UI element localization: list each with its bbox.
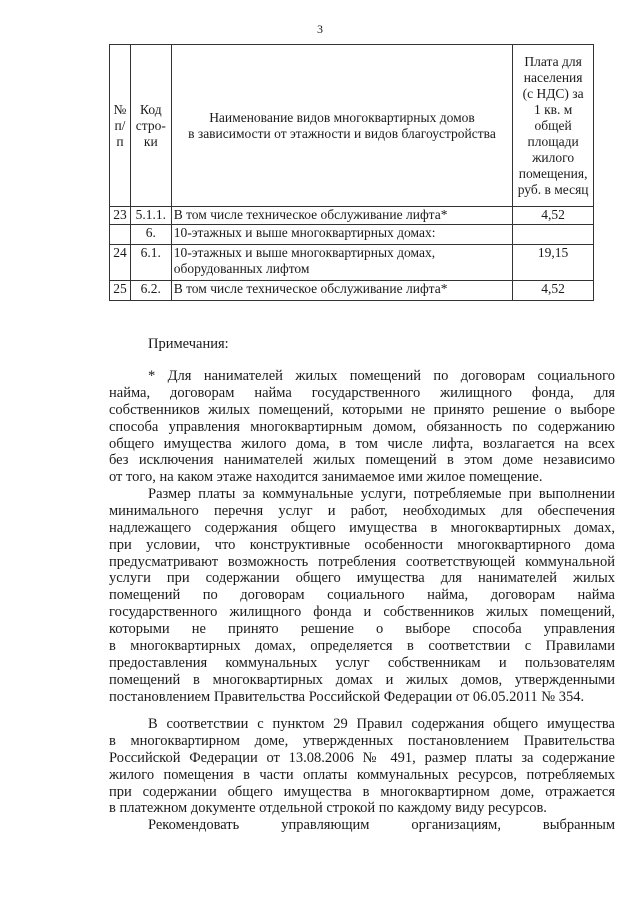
header-num-line: п/п bbox=[114, 117, 126, 149]
paragraph-line: услуги при содержании общего имущества для нанимателей жилых bbox=[109, 570, 615, 587]
tariff-table bbox=[109, 44, 594, 301]
header-num bbox=[110, 45, 131, 207]
row-name-line: 10-этажных и выше многоквартирных домах: bbox=[173, 225, 436, 240]
body-paragraph bbox=[109, 817, 615, 834]
paragraph-line: надлежащего содержания общего имущества в многоквартирных домах, bbox=[109, 519, 615, 536]
paragraph-line: предусматривают возможность потребления соответствующей коммунальной bbox=[109, 553, 615, 570]
paragraph-line: Размер платы за коммунальные услуги, потребляемые при выполнении bbox=[148, 486, 615, 502]
header-name-line: в зависимости от этажности и видов благоустройства bbox=[188, 125, 496, 141]
paragraph-line: Рекомендовать управляющим организациям, выбранным bbox=[148, 817, 615, 833]
header-price-line: руб. в месяц bbox=[517, 181, 589, 197]
paragraph-line: в платежном документе отдельной строкой по каждому виду ресурсов. bbox=[109, 800, 547, 817]
table-row bbox=[110, 207, 594, 225]
row-price: 4,52 bbox=[513, 281, 594, 301]
header-code-line: стро- bbox=[135, 117, 166, 133]
row-code: 6.1. bbox=[130, 245, 171, 281]
header-price-line: 1 кв. м общей bbox=[533, 101, 573, 133]
paragraph-line: государственного жилищного фонда и собственников жилых помещений, bbox=[109, 604, 615, 621]
paragraph-line: без исключения нанимателей жилых помещений в этом доме независимо bbox=[109, 452, 615, 469]
row-price: 19,15 bbox=[513, 245, 594, 281]
page-number: 3 bbox=[317, 22, 323, 36]
row-code: 5.1.1. bbox=[130, 207, 171, 225]
paragraph-line: В соответствии с пунктом 29 Правил содержания общего имущества bbox=[148, 716, 615, 732]
header-code-line: ки bbox=[143, 133, 158, 149]
paragraph-line: способа управления многоквартирным домом, обязанность по содержанию bbox=[109, 418, 615, 435]
body-paragraph bbox=[109, 716, 615, 817]
paragraph-line: общего имущества жилого дома, в том числе лифта, возлагается на всех bbox=[109, 435, 615, 452]
paragraph-line: от того, на каком этаже находится занимаемое ими жилое помещение. bbox=[109, 469, 543, 486]
paragraph-line: помещений в многоквартирных домах и жилых домов, утвержденными bbox=[109, 671, 615, 688]
paragraph-line: жилого помещения в части оплаты коммунальных ресурсов, потребляемых bbox=[109, 766, 615, 783]
row-num: 25 bbox=[110, 281, 131, 301]
row-name bbox=[171, 207, 513, 225]
paragraph-line: при условии, что конструктивные особенности многоквартирного дома bbox=[109, 536, 615, 553]
row-name-line: В том числе техническое обслуживание лифта* bbox=[173, 281, 448, 296]
row-code: 6. bbox=[130, 225, 171, 245]
row-name bbox=[171, 281, 513, 301]
header-price-line: (с НДС) за bbox=[522, 85, 584, 101]
header-price-line: населения bbox=[523, 69, 583, 85]
row-name-line: оборудованных лифтом bbox=[173, 261, 310, 276]
table-row bbox=[110, 245, 594, 281]
notes-title: Примечания: bbox=[148, 336, 229, 352]
paragraph-line: в многоквартирном доме, утвержденных постановлением Правительства bbox=[109, 732, 615, 749]
header-price-line: помещения, bbox=[518, 165, 588, 181]
row-price bbox=[513, 225, 594, 245]
header-num-line: № bbox=[113, 101, 127, 117]
paragraph-line: найма, договорам найма государственного жилищного фонда, для bbox=[109, 384, 615, 401]
header-code bbox=[130, 45, 171, 207]
paragraph-line: которыми не принято решение о выборе способа управления bbox=[109, 621, 615, 638]
header-price bbox=[513, 45, 594, 207]
table-row bbox=[110, 281, 594, 301]
row-code: 6.2. bbox=[130, 281, 171, 301]
header-price-line: жилого bbox=[532, 149, 575, 165]
row-num: 24 bbox=[110, 245, 131, 281]
paragraph-line: собственников жилых помещений, которыми не принято решение о выборе bbox=[109, 401, 615, 418]
row-name bbox=[171, 225, 513, 245]
body-paragraph bbox=[109, 486, 615, 706]
header-code-line: Код bbox=[140, 101, 162, 117]
row-name-line: 10-этажных и выше многоквартирных домах, bbox=[173, 245, 436, 260]
paragraph-line: * Для нанимателей жилых помещений по договорам социального bbox=[148, 368, 615, 384]
paragraph-line: помещений по договорам социального найма, договорам найма bbox=[109, 587, 615, 604]
table-row bbox=[110, 225, 594, 245]
row-name-line: В том числе техническое обслуживание лифта* bbox=[173, 207, 448, 222]
header-price-line: площади bbox=[527, 133, 579, 149]
paragraph-line: в многоквартирных домах, определяется в соответствии с Правилами bbox=[109, 638, 615, 655]
paragraph-line: при содержании общего имущества в многоквартирном доме, отражается bbox=[109, 783, 615, 800]
header-name bbox=[171, 45, 513, 207]
paragraph-line: постановлением Правительства Российской Федерации от 06.05.2011 № 354. bbox=[109, 688, 585, 705]
header-price-line: Плата для bbox=[524, 53, 582, 69]
table-header-row bbox=[110, 45, 594, 207]
row-name bbox=[171, 245, 513, 281]
row-num bbox=[110, 225, 131, 245]
paragraph-line: Российской Федерации от 13.08.2006 № 491, размер платы за содержание bbox=[109, 749, 615, 766]
row-num: 23 bbox=[110, 207, 131, 225]
header-name-line: Наименование видов многоквартирных домов bbox=[209, 109, 475, 125]
note-paragraph bbox=[109, 368, 615, 486]
row-price: 4,52 bbox=[513, 207, 594, 225]
paragraph-line: предоставления коммунальных услуг собственникам и пользователям bbox=[109, 654, 615, 671]
paragraph-line: минимального перечня услуг и работ, необходимых для обеспечения bbox=[109, 502, 615, 519]
